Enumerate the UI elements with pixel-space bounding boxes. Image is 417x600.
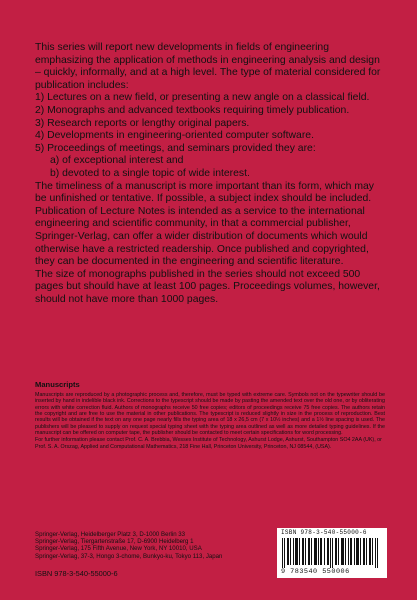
further-information: For further information please contact Prof. C. A. Brebbia, Wessex Institute of Technology, Ashurst Lodge, Ashurst, Southampton SO4 2AA (UK), or Prof. S. A. Orszag, Applied and Computational Mathematics, 218 Fine Hall, Princeton University, Princeton, NJ 08544, (USA). [35, 437, 382, 450]
list-item: 2) Monographs and advanced textbooks requiring timely publication. [35, 104, 350, 116]
list-item: 4) Developments in engineering-oriented computer software. [35, 130, 314, 142]
address-line: Springer-Verlag, 175 Fifth Avenue, New York, NY 10010, USA [35, 545, 202, 553]
manuscripts-body: Manuscripts are reproduced by a photographic process and, therefore, must be typed with extreme care. Symbols not on the typewriter should be inserted by hand in indelible black ink. Corrections to the typescript should be made by pasting the amended text over the old one, or by obliterating errors with white correction fluid. Authors of monographs receive 50 free copies; editors of proceedings receive 75 free copies. The authors retain the copyright and are free to use the material in other publications. The typescript is reduced slightly in size in the process of reproduction. Best results will be obtained if the text on any one page nearly fills the typing area of 18 x 26,5 cm (7 x 10½ inches) and a 1½ line spacing is used. The publishers will be pleased to supply on request special typing sheet with the typing area outlined as well as more detailed typing guidelines. If the manuscript can be offered on computer tape, the publisher should be contacted to meet certain specifications for word processing. [35, 392, 385, 437]
intro-paragraph: This series will report new developments in fields of engineering emphasizing the application of methods in engineering analysis and design – quickly, informally, and at a high level. The type of material considered for publication includes: [35, 42, 381, 91]
publisher-addresses [35, 531, 265, 560]
timeliness-paragraph: The timeliness of a manuscript is more important than its form, which may be unfinished or tentative. If possible, a subject index should be included. Publication of Lecture Notes is intended as a service to the international engineering and scientific community, in that a commercial publisher, Springer-Verlag, can offer a wider distribution of documents which would otherwise have a restricted readership. Once published and copyrighted, they can be documented in the engineering and scientific literature. [35, 180, 374, 268]
series-description [35, 42, 387, 306]
sub-list-item: a) of exceptional interest and [50, 155, 184, 167]
isbn-text: ISBN 978-3-540-55000-6 [35, 569, 118, 578]
barcode [277, 528, 387, 578]
size-paragraph: The size of monographs published in the series should not exceed 500 pages but should have at least 100 pages. Proceedings volumes, however, should not have more than 1000 pages. [35, 268, 380, 305]
barcode-bars-icon [282, 538, 382, 568]
sub-list-item: b) devoted to a single topic of wide interest. [50, 167, 250, 179]
address-line: Springer-Verlag, Heidelberger Platz 3, D-1000 Berlin 33 [35, 531, 186, 538]
list-item: 3) Research reports or lengthy original papers. [35, 117, 250, 129]
list-item: 5) Proceedings of meetings, and seminars provided they are: [35, 142, 316, 154]
manuscripts-section [35, 380, 385, 450]
barcode-number: 9 783540 550006 [281, 568, 350, 576]
list-item: 1) Lectures on a new field, or presenting a new angle on a classical field. [35, 92, 370, 104]
barcode-isbn-label: ISBN 978-3-540-55000-6 [281, 529, 367, 536]
address-line: Springer-Verlag, Tiergartenstraße 17, D-6900 Heidelberg 1 [35, 538, 194, 546]
address-line: Springer-Verlag, 37-3, Hongo 3-chome, Bunkyo-ku, Tokyo 113, Japan [35, 552, 223, 560]
manuscripts-heading: Manuscripts [35, 380, 80, 389]
